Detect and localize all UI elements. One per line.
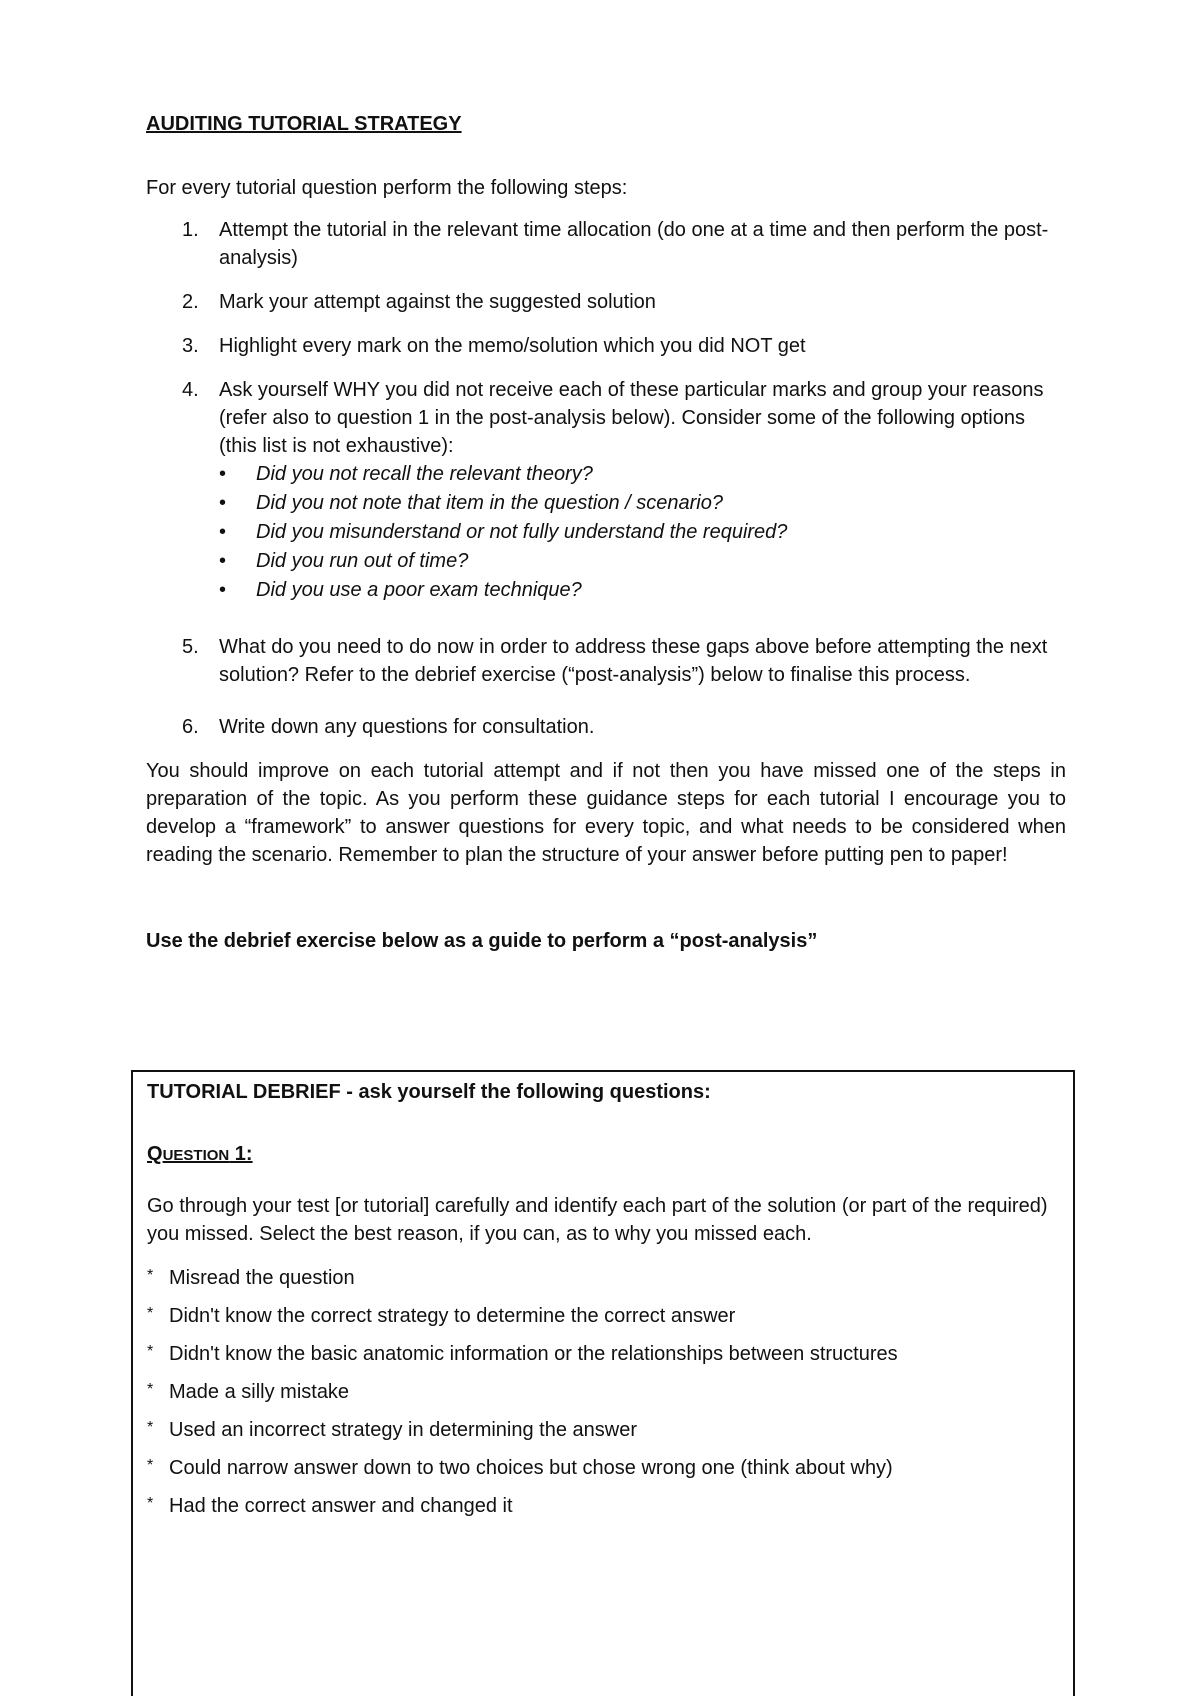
asterisk-icon: * [147, 1267, 154, 1284]
bullet-icon: • [219, 579, 227, 601]
document-page [146, 110, 1066, 955]
step-number: 2. [182, 291, 199, 313]
asterisk-icon: * [147, 1457, 154, 1474]
asterisk-icon: * [147, 1495, 154, 1512]
bullet-icon: • [219, 463, 227, 485]
step-number: 1. [182, 219, 199, 241]
step-text: Mark your attempt against the suggested solution [219, 291, 656, 313]
step-number: 3. [182, 335, 199, 357]
reason-text: Did you misunderstand or not fully understand the required? [256, 521, 788, 543]
step-text: Highlight every mark on the memo/solution which you did NOT get [219, 335, 806, 357]
asterisk-icon: * [147, 1343, 154, 1360]
reason-item [219, 576, 1066, 605]
bullet-icon: • [219, 521, 227, 543]
missed-reason-item [147, 1454, 1073, 1482]
step-item [146, 332, 1066, 360]
step-item [146, 713, 1066, 741]
intro-text: For every tutorial question perform the following steps: [146, 177, 628, 199]
step-text: Attempt the tutorial in the relevant time allocation (do one at a time and then perform the post-analysis) [219, 219, 1049, 269]
asterisk-icon: * [147, 1381, 154, 1398]
document-title: AUDITING TUTORIAL STRATEGY [146, 113, 462, 135]
reason-text: Did you use a poor exam technique? [256, 579, 582, 601]
reason-item [219, 518, 1066, 547]
step-number: 6. [182, 716, 199, 738]
missed-reason-item [147, 1340, 1073, 1368]
missed-reason-text: Used an incorrect strategy in determining the answer [169, 1419, 638, 1441]
missed-reasons-list [147, 1264, 1073, 1520]
step-number: 5. [182, 636, 199, 658]
question-label-initial: Q [147, 1143, 163, 1165]
steps-list [146, 216, 1066, 741]
missed-reason-text: Misread the question [169, 1267, 355, 1289]
question-text: Go through your test [or tutorial] carefully and identify each part of the solution (or part of the required) you missed. Select the best reason, if you can, as to why you missed each. [147, 1195, 1048, 1245]
reason-item [219, 547, 1066, 576]
reason-text: Did you run out of time? [256, 550, 469, 572]
step-item [146, 288, 1066, 316]
missed-reason-text: Had the correct answer and changed it [169, 1495, 513, 1517]
bullet-icon: • [219, 550, 227, 572]
reasons-list [219, 460, 1066, 605]
question-label [147, 1140, 1073, 1170]
question-label-number: 1: [229, 1143, 253, 1165]
missed-reason-text: Didn't know the basic anatomic information or the relationships between structures [169, 1343, 898, 1365]
missed-reason-text: Made a silly mistake [169, 1381, 350, 1403]
step-item [146, 376, 1066, 605]
debrief-heading: TUTORIAL DEBRIEF - ask yourself the following questions: [147, 1081, 711, 1103]
step-item [146, 216, 1066, 272]
missed-reason-item [147, 1416, 1073, 1444]
reason-text: Did you not recall the relevant theory? [256, 463, 593, 485]
reason-item [219, 460, 1066, 489]
step-text: What do you need to do now in order to address these gaps above before attempting the next solution? Refer to the debrief exercise (“post-analysis”) below to finalise this process. [219, 636, 1048, 686]
asterisk-icon: * [147, 1419, 154, 1436]
missed-reason-text: Didn't know the correct strategy to determine the correct answer [169, 1305, 736, 1327]
reason-text: Did you not note that item in the question / scenario? [256, 492, 723, 514]
step-item [146, 633, 1066, 689]
debrief-lead: Use the debrief exercise below as a guide to perform a “post-analysis” [146, 930, 818, 952]
missed-reason-item [147, 1492, 1073, 1520]
step-number: 4. [182, 379, 199, 401]
asterisk-icon: * [147, 1305, 154, 1322]
reason-item [219, 489, 1066, 518]
step-text: Ask yourself WHY you did not receive each of these particular marks and group your reasons (refer also to question 1 in the post-analysis below). Consider some of the following options (this list is not exhaustive): [219, 379, 1044, 457]
advice-paragraph: You should improve on each tutorial attempt and if not then you have missed one of the steps in preparation of the topic. As you perform these guidance steps for each tutorial I encourage you to develop a “framework” to answer questions for every topic, and what needs to be considered when reading the scenario. Remember to plan the structure of your answer before putting pen to paper! [146, 760, 1066, 866]
question-label-rest: UESTION [162, 1147, 230, 1164]
missed-reason-item [147, 1378, 1073, 1406]
missed-reason-text: Could narrow answer down to two choices but chose wrong one (think about why) [169, 1457, 893, 1479]
missed-reason-item [147, 1264, 1073, 1292]
step-text: Write down any questions for consultation. [219, 716, 595, 738]
missed-reason-item [147, 1302, 1073, 1330]
bullet-icon: • [219, 492, 227, 514]
debrief-box [131, 1070, 1075, 1696]
